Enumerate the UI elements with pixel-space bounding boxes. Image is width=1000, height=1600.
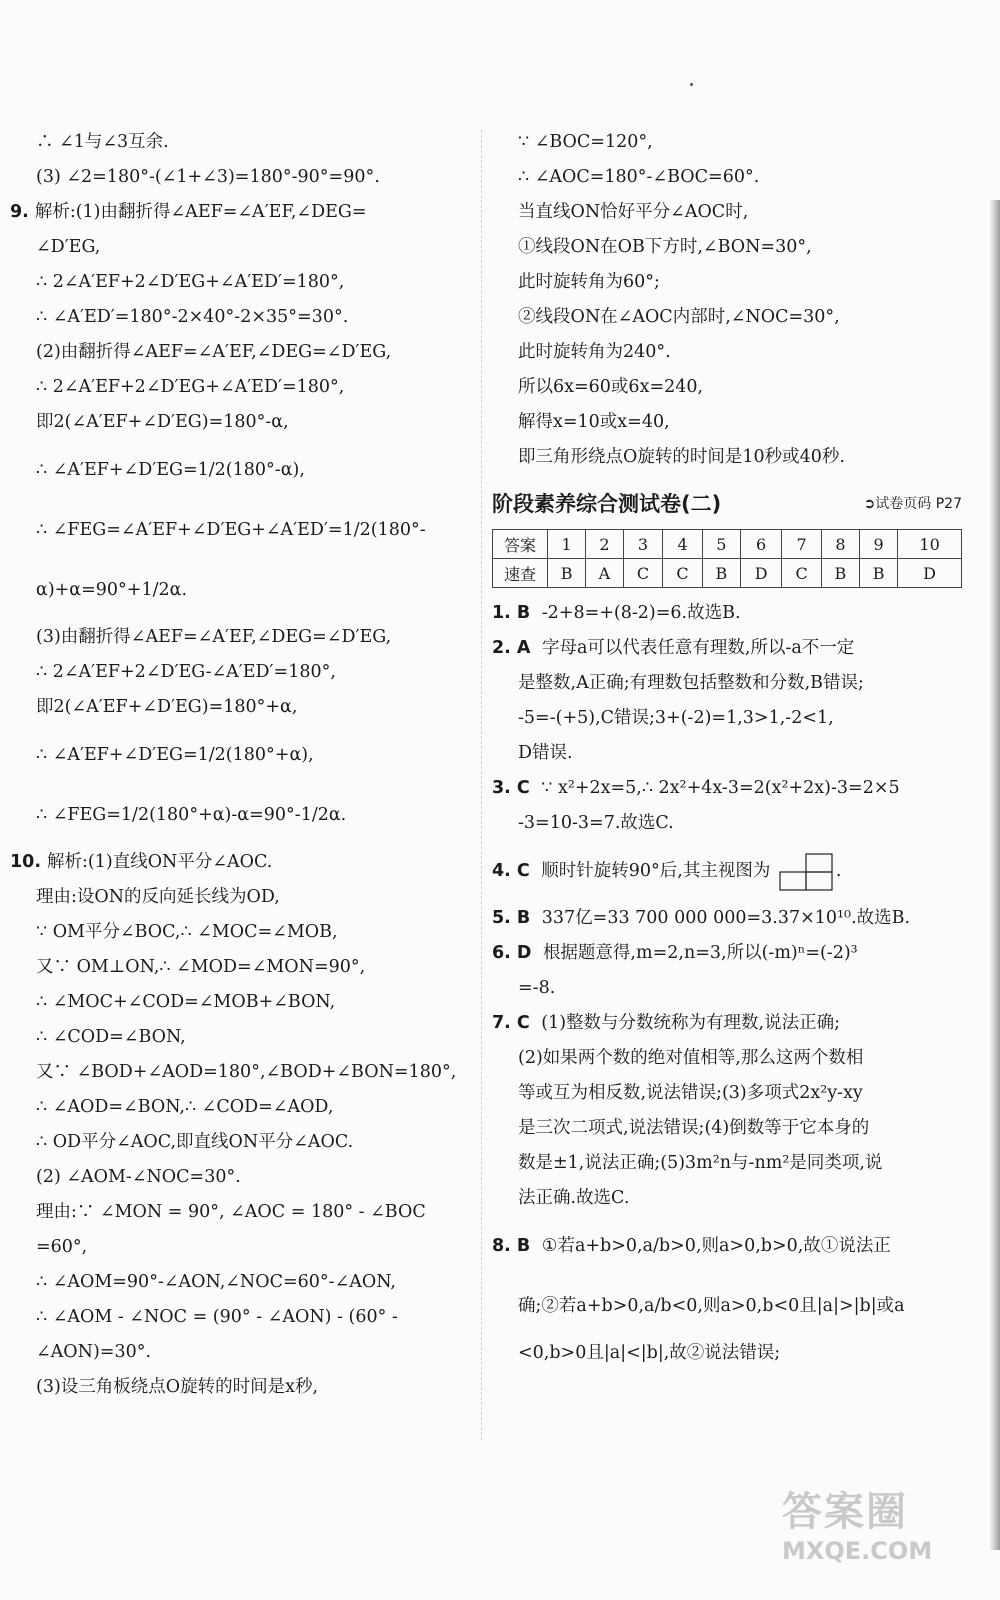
answer-letter: B bbox=[516, 1236, 531, 1256]
answer-number: 4. bbox=[492, 861, 511, 881]
watermark bbox=[782, 1480, 982, 1590]
solution-line: ∴ 2∠A′EF+2∠D′EG-∠A′ED′=180°, bbox=[36, 662, 336, 682]
answer-text: -5=-(+5),C错误;3+(-2)=1,3>1,-2<1, bbox=[518, 708, 834, 728]
solution-line: 又∵ ∠BOD+∠AOD=180°,∠BOD+∠BON=180°, bbox=[36, 1062, 457, 1082]
solution-line: 即2(∠A′EF+∠D′EG)=180°-α, bbox=[36, 412, 289, 432]
table-cell: 4 bbox=[663, 530, 703, 559]
solution-line: 所以6x=60或6x=240, bbox=[518, 377, 704, 397]
answer-text: 是三次二项式,说法错误;(4)倒数等于它本身的 bbox=[518, 1118, 870, 1138]
solution-line: ∴ 2∠A′EF+2∠D′EG+∠A′ED′=180°, bbox=[36, 272, 345, 292]
table-cell: A bbox=[586, 559, 624, 588]
answer-text: 顺时针旋转90°后,其主视图为 bbox=[541, 861, 771, 881]
table-cell: 3 bbox=[623, 530, 663, 559]
answer-table bbox=[492, 529, 962, 588]
answer-text: (2)如果两个数的绝对值相等,那么这两个数相 bbox=[518, 1048, 864, 1068]
front-view-figure bbox=[778, 852, 834, 892]
table-cell: B bbox=[702, 559, 740, 588]
right-column bbox=[492, 125, 962, 1371]
column-divider bbox=[481, 130, 483, 1440]
solution-line: ∠D′EG, bbox=[36, 237, 101, 257]
table-cell: B bbox=[860, 559, 898, 588]
solution-line: 又∵ OM⊥ON,∴ ∠MOD=∠MON=90°, bbox=[36, 957, 366, 977]
table-cell: 5 bbox=[702, 530, 740, 559]
solution-line: ∴ ∠AOM=90°-∠AON,∠NOC=60°-∠AON, bbox=[36, 1272, 396, 1292]
question-number-9: 9. bbox=[10, 202, 29, 222]
answer-item-2 bbox=[492, 631, 962, 666]
solution-line: ∴ ∠AOD=∠BON,∴ ∠COD=∠AOD, bbox=[36, 1097, 334, 1117]
answer-letter: C bbox=[516, 778, 530, 798]
answer-letter: A bbox=[516, 638, 531, 658]
answer-table-answer-row bbox=[493, 559, 962, 588]
answer-number: 6. bbox=[492, 943, 511, 963]
answer-text: -2+8=+(8-2)=6.故选B. bbox=[541, 603, 741, 623]
solution-line: ∴ ∠A′EF+∠D′EG=1/2(180°+α), bbox=[36, 745, 314, 765]
answer-letter: C bbox=[516, 1013, 530, 1033]
answer-item-5 bbox=[492, 901, 962, 936]
answer-number: 2. bbox=[492, 638, 511, 658]
solution-text: 解析:(1)由翻折得∠AEF=∠A′EF,∠DEG= bbox=[34, 202, 367, 222]
answer-item-7 bbox=[492, 1006, 962, 1041]
solution-line: ∠AON)=30°. bbox=[36, 1342, 152, 1362]
solution-line: 此时旋转角为60°; bbox=[518, 272, 660, 292]
solution-line: 当直线ON恰好平分∠AOC时, bbox=[518, 202, 749, 222]
answer-text: 法正确.故选C. bbox=[518, 1188, 630, 1208]
answer-letter: C bbox=[516, 861, 530, 881]
answer-text: D错误. bbox=[518, 743, 573, 763]
solution-line: ∴ ∠A′ED′=180°-2×40°-2×35°=30°. bbox=[36, 307, 349, 327]
solution-line bbox=[10, 195, 472, 230]
answer-text: 等或互为相反数,说法错误;(3)多项式2x²y-xy bbox=[518, 1083, 863, 1103]
table-cell: C bbox=[623, 559, 663, 588]
answer-text: =-8. bbox=[518, 978, 556, 998]
solution-line: (3)由翻折得∠AEF=∠A′EF,∠DEG=∠D′EG, bbox=[36, 627, 392, 647]
solution-line: ∵ OM平分∠BOC,∴ ∠MOC=∠MOB, bbox=[36, 922, 338, 942]
answer-table-number-row bbox=[493, 530, 962, 559]
solution-line: (3) ∠2=180°-(∠1+∠3)=180°-90°=90°. bbox=[36, 167, 380, 187]
solution-line: ∴ ∠AOM - ∠NOC = (90° - ∠AON) - (60° - bbox=[36, 1307, 398, 1327]
section-title: 阶段素养综合测试卷(二) bbox=[492, 492, 722, 516]
answer-text: <0,b>0且|a|<|b|,故②说法错误; bbox=[518, 1343, 781, 1363]
solution-line: ∴ ∠AOC=180°-∠BOC=60°. bbox=[518, 167, 760, 187]
page-edge-shadow bbox=[990, 200, 1000, 1550]
solution-line: ∵ ∠BOC=120°, bbox=[518, 132, 653, 152]
answer-number: 1. bbox=[492, 603, 511, 623]
answer-number: 8. bbox=[492, 1236, 511, 1256]
solution-text: 解析:(1)直线ON平分∠AOC. bbox=[47, 852, 273, 872]
answer-number: 3. bbox=[492, 778, 511, 798]
answer-item-8 bbox=[492, 1216, 962, 1276]
solution-line: ②线段ON在∠AOC内部时,∠NOC=30°, bbox=[518, 307, 840, 327]
table-cell: 6 bbox=[740, 530, 781, 559]
solution-line: ∴ 2∠A′EF+2∠D′EG+∠A′ED′=180°, bbox=[36, 377, 345, 397]
solution-line: ∴ ∠1与∠3互余. bbox=[36, 132, 169, 152]
answer-text: (1)整数与分数统称为有理数,说法正确; bbox=[541, 1013, 840, 1033]
answer-text: 确;②若a+b>0,a/b<0,则a>0,b<0且|a|>|b|或a bbox=[518, 1296, 905, 1316]
table-cell: C bbox=[782, 559, 822, 588]
section-header bbox=[492, 481, 962, 525]
solution-line: 此时旋转角为240°. bbox=[518, 342, 671, 362]
table-header: 速查 bbox=[493, 559, 548, 588]
answer-item-1 bbox=[492, 596, 962, 631]
answer-item-6 bbox=[492, 936, 962, 971]
left-column bbox=[10, 125, 472, 1405]
answer-letter: B bbox=[516, 603, 531, 623]
answer-letter: D bbox=[516, 943, 532, 963]
answer-text: ∵ x²+2x=5,∴ 2x²+4x-3=2(x²+2x)-3=2×5 bbox=[541, 778, 900, 798]
solution-line bbox=[10, 845, 472, 880]
answer-text: 数是±1,说法正确;(5)3m²n与-nm²是同类项,说 bbox=[518, 1153, 883, 1173]
table-cell: 7 bbox=[782, 530, 822, 559]
solution-line: ∴ OD平分∠AOC,即直线ON平分∠AOC. bbox=[36, 1132, 354, 1152]
table-cell: 1 bbox=[548, 530, 586, 559]
answer-item-3 bbox=[492, 771, 962, 806]
page-reference: ➲试卷页码 P27 bbox=[863, 496, 962, 512]
solution-line: ∴ ∠FEG=1/2(180°+α)-α=90°-1/2α. bbox=[36, 805, 347, 825]
table-cell: 10 bbox=[898, 530, 962, 559]
table-cell: B bbox=[548, 559, 586, 588]
table-cell: B bbox=[821, 559, 859, 588]
answer-letter: B bbox=[516, 908, 531, 928]
solution-line: 解得x=10或x=40, bbox=[518, 412, 670, 432]
watermark-logo-text: 答案圈 bbox=[782, 1489, 908, 1535]
answer-text: 是整数,A正确;有理数包括整数和分数,B错误; bbox=[518, 673, 864, 693]
answer-text: 337亿=33 700 000 000=3.37×10¹⁰.故选B. bbox=[541, 908, 911, 928]
solution-line: α)+α=90°+1/2α. bbox=[36, 580, 188, 600]
solution-line: 理由:∵ ∠MON = 90°, ∠AOC = 180° - ∠BOC bbox=[36, 1202, 426, 1222]
scan-dot bbox=[690, 83, 693, 86]
table-cell: 9 bbox=[860, 530, 898, 559]
solution-line: ∴ ∠FEG=∠A′EF+∠D′EG+∠A′ED′=1/2(180°- bbox=[36, 520, 426, 540]
watermark-url: MXQE.COM bbox=[782, 1537, 933, 1565]
answer-text: ①若a+b>0,a/b>0,则a>0,b>0,故①说法正 bbox=[541, 1236, 891, 1256]
solution-line: ∴ ∠A′EF+∠D′EG=1/2(180°-α), bbox=[36, 460, 305, 480]
solution-line: ∴ ∠MOC+∠COD=∠MOB+∠BON, bbox=[36, 992, 336, 1012]
solution-line: (2)由翻折得∠AEF=∠A′EF,∠DEG=∠D′EG, bbox=[36, 342, 392, 362]
solution-line: 即2(∠A′EF+∠D′EG)=180°+α, bbox=[36, 697, 298, 717]
solution-line: 理由:设ON的反向延长线为OD, bbox=[36, 887, 280, 907]
table-cell: 2 bbox=[586, 530, 624, 559]
question-number-10: 10. bbox=[10, 852, 42, 872]
table-cell: C bbox=[663, 559, 703, 588]
solution-line: (2) ∠AOM-∠NOC=30°. bbox=[36, 1167, 241, 1187]
solution-line: ∴ ∠COD=∠BON, bbox=[36, 1027, 186, 1047]
answer-number: 5. bbox=[492, 908, 511, 928]
answer-item-4: 4. C 顺时针旋转90°后,其主视图为 . bbox=[492, 841, 962, 901]
solution-line: =60°, bbox=[36, 1237, 88, 1257]
answer-text: 根据题意得,m=2,n=3,所以(-m)ⁿ=(-2)³ bbox=[542, 943, 858, 963]
answer-number: 7. bbox=[492, 1013, 511, 1033]
solution-line: (3)设三角板绕点O旋转的时间是x秒, bbox=[36, 1377, 319, 1397]
table-cell: 8 bbox=[821, 530, 859, 559]
table-header: 答案 bbox=[493, 530, 548, 559]
answer-text: 字母a可以代表任意有理数,所以-a不一定 bbox=[541, 638, 855, 658]
solution-line: ①线段ON在OB下方时,∠BON=30°, bbox=[518, 237, 812, 257]
table-cell: D bbox=[898, 559, 962, 588]
solution-line: 即三角形绕点O旋转的时间是10秒或40秒. bbox=[518, 447, 845, 467]
table-cell: D bbox=[740, 559, 781, 588]
answer-text: -3=10-3=7.故选C. bbox=[518, 813, 674, 833]
